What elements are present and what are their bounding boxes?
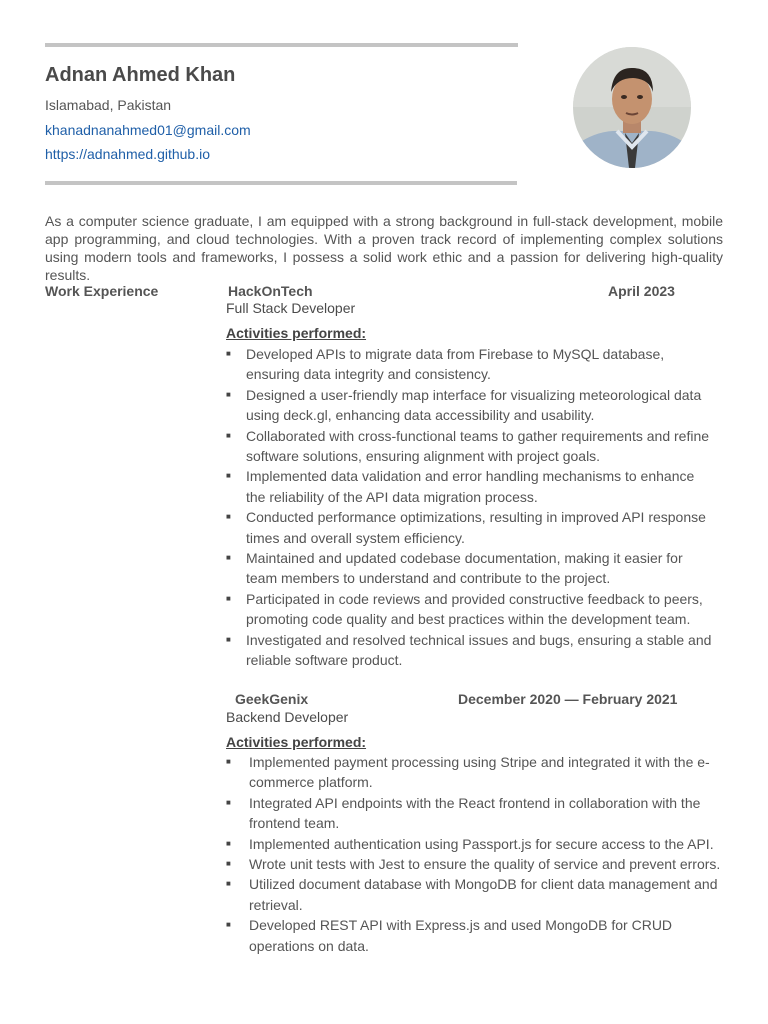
list-item: ■ Developed APIs to migrate data from Firebase to MySQL database, ensuring data integrity and consistency.	[226, 346, 665, 383]
square-bullet-icon: ■	[226, 512, 231, 522]
website-link[interactable]: https://adnahmed.github.io	[45, 146, 211, 162]
square-bullet-icon: ■	[226, 349, 231, 358]
job-company: HackOnTech	[228, 283, 313, 299]
job-role: Backend Developer	[226, 709, 349, 725]
square-bullet-icon: ■	[226, 920, 231, 930]
list-item: ■ Maintained and updated codebase documentation, making it easier for team members to understand and contribute to the project.	[226, 550, 683, 587]
list-item: ■ Participated in code reviews and provided constructive feedback to peers, promoting code quality and best practices within the development team.	[226, 590, 703, 628]
job-dates: April 2023	[608, 283, 675, 299]
profile-summary: As a computer science graduate, I am equipped with a strong background in full-stack development, mobile app programming, and cloud technologies. With a proven track record of implementing complex solutions using modern tools and frameworks, I possess a solid work ethic and a passion for delivering high-quality results.	[45, 213, 723, 283]
profile-photo	[573, 47, 691, 168]
list-item: ■ Wrote unit tests with Jest to ensure the quality of service and prevent errors.	[226, 854, 721, 874]
square-bullet-icon: ■	[226, 471, 231, 481]
header-bottom-rule	[45, 181, 517, 185]
square-bullet-icon: ■	[226, 593, 231, 603]
email-link[interactable]: khanadnanahmed01@gmail.com	[45, 122, 251, 138]
list-item: ■ Implemented authentication using Passport.js for secure access to the API.	[226, 834, 721, 854]
square-bullet-icon: ■	[226, 797, 231, 807]
list-item: ■ Integrated API endpoints with the React frontend in collaboration with the frontend team.	[226, 794, 701, 832]
activities-heading: Activities performed:	[226, 325, 367, 341]
list-item: ■ Utilized document database with MongoDB for client data management and retrieval.	[226, 876, 718, 913]
activities-list	[226, 752, 721, 956]
job-dates: December 2020 — February 2021	[458, 691, 678, 707]
activities-list	[226, 344, 716, 671]
section-label-work-experience: Work Experience	[45, 283, 159, 299]
square-bullet-icon: ■	[226, 757, 231, 766]
list-item: ■ Developed REST API with Express.js and used MongoDB for CRUD operations on data.	[226, 917, 673, 954]
square-bullet-icon: ■	[226, 634, 231, 644]
candidate-name: Adnan Ahmed Khan	[45, 64, 236, 86]
square-bullet-icon: ■	[226, 859, 231, 869]
square-bullet-icon: ■	[226, 838, 231, 848]
list-item: ■ Collaborated with cross-functional teams to gather requirements and refine software solutions, ensuring alignment with project goals.	[226, 427, 710, 465]
header-top-rule	[45, 43, 518, 47]
job-role: Full Stack Developer	[226, 300, 356, 316]
list-item: ■ Designed a user-friendly map interface for visualizing meteorological data using deck.gl, enhancing data accessibility and usability.	[226, 386, 702, 424]
location-text: Islamabad, Pakistan	[45, 97, 172, 113]
square-bullet-icon: ■	[226, 553, 231, 563]
square-bullet-icon: ■	[226, 879, 231, 889]
activities-heading: Activities performed:	[226, 734, 367, 750]
list-item: ■ Investigated and resolved technical issues and bugs, ensuring a stable and reliable software product.	[226, 631, 712, 669]
job-company: GeekGenix	[235, 691, 309, 707]
square-bullet-icon: ■	[226, 389, 231, 399]
list-item: ■ Implemented payment processing using Stripe and integrated it with the e-commerce platform.	[226, 754, 710, 791]
square-bullet-icon: ■	[226, 430, 231, 440]
list-item: ■ Conducted performance optimizations, resulting in improved API response times and overall system efficiency.	[226, 509, 706, 546]
list-item: ■ Implemented data validation and error handling mechanisms to enhance the reliability of the API data migration process.	[226, 468, 695, 505]
